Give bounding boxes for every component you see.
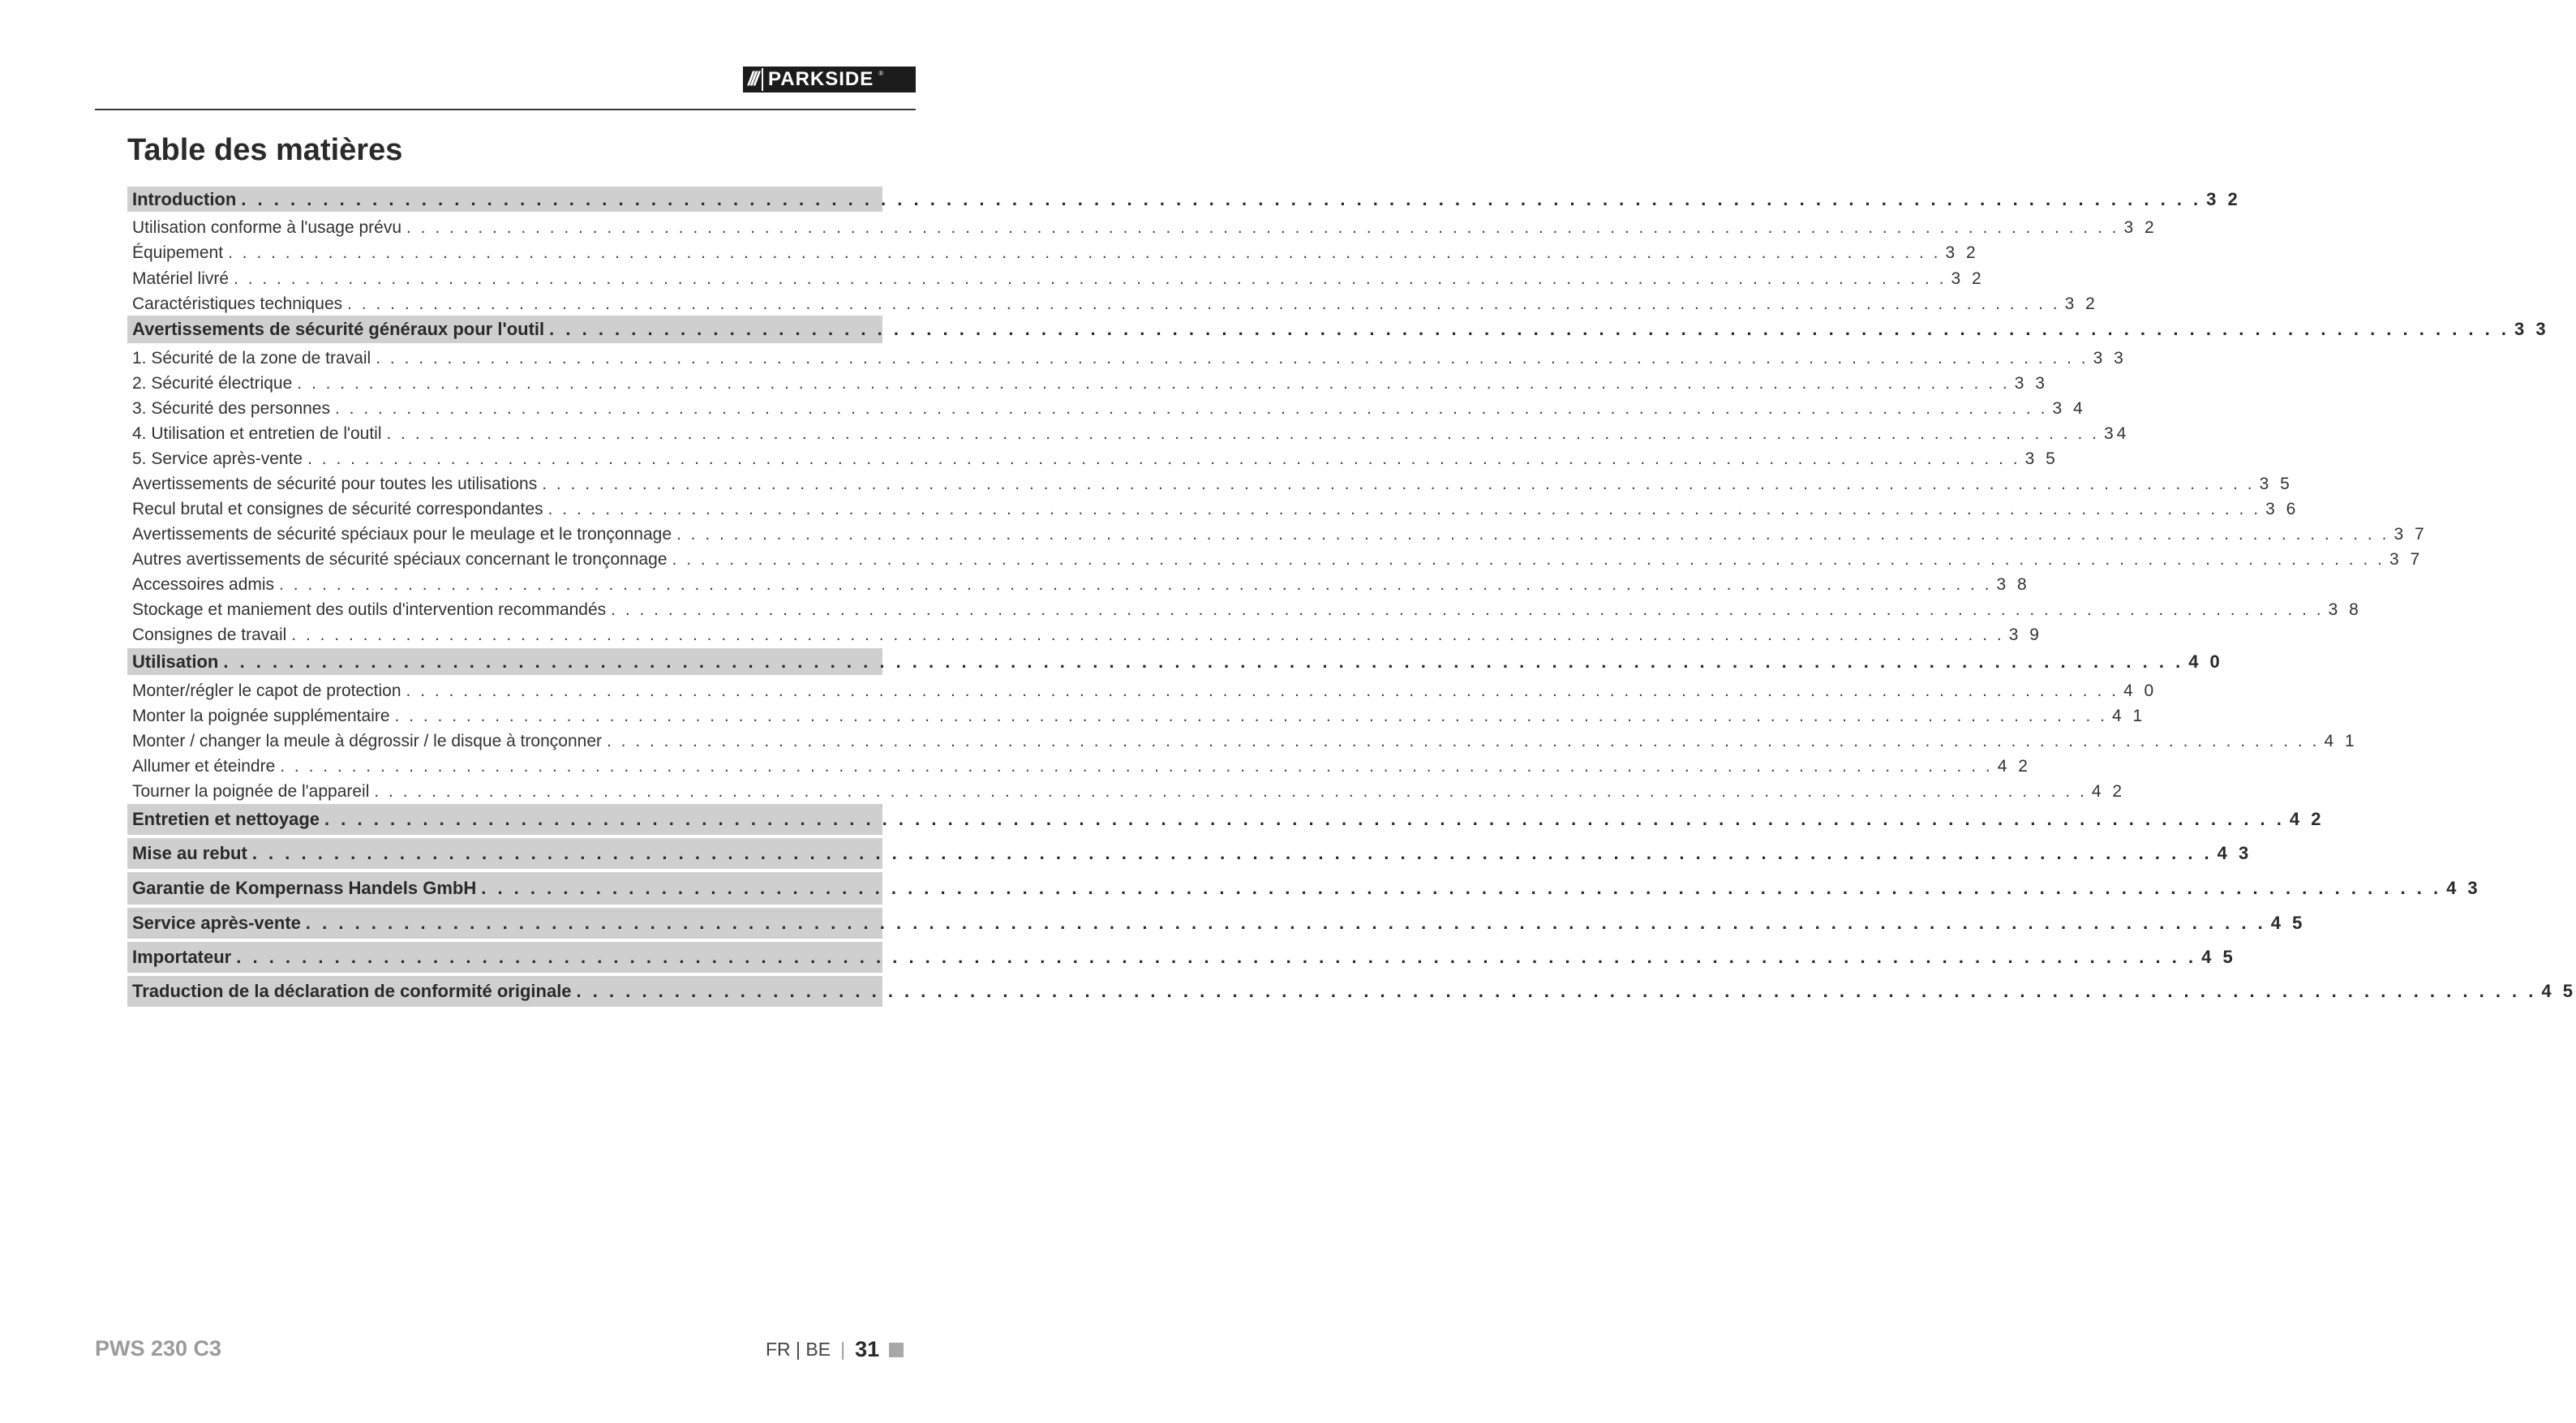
toc-entry [127,622,2042,648]
toc-leader-dots: . . . . . . . . . . . . . . . . . . . . . . . . . . . . . . . . . . . . . . . . . . . . . . . . . . . . . . . . . . . . . . . . . . . . . . . . . . . . . . . . . . . . . . . . . . . . . . . . . . . . . . . . . . . . . . . . . . . . . . . . [547,500,2261,518]
toc-entry [127,421,2130,446]
toc-entry-label: Avertissements de sécurité pour toutes les utilisations [132,475,538,493]
toc-entry-label: Monter / changer la meule à dégrossir / le disque à tronçonner [132,732,602,750]
footer-model-number: PWS 230 C3 [95,1336,222,1361]
toc-entry [127,396,2086,421]
toc-leader-dots: . . . . . . . . . . . . . . . . . . . . . . . . . . . . . . . . . . . . . . . . . . . . . . . . . . . . . . . . . . . . . . . . . . . . . . . . . . . . . . . . . . . . . . . . . . . . . . . . . . . . . . . . . . . . . . . . . . . . . . . . [386,424,2099,443]
toc-entry-label: 2. Sécurité électrique [132,374,293,393]
toc-entry [127,446,2059,471]
toc-page-number: 3 7 [2389,550,2424,569]
toc-leader-dots: . . . . . . . . . . . . . . . . . . . . . . . . . . . . . . . . . . . . . . . . . . . . . . . . . . . . . . . . . . . . . . . . . . . . . . . . . . . . . . . . . . . . . . . . . . . . . . . . . . . . . . . . . . . . . . . . . . . . . . . . [241,189,2202,209]
toc-leader-dots: . . . . . . . . . . . . . . . . . . . . . . . . . . . . . . . . . . . . . . . . . . . . . . . . . . . . . . . . . . . . . . . . . . . . . . . . . . . . . . . . . . . . . . . . . . . . . . . . . . . . . . . . . . . . . . . . . . . . . . . . [334,399,2048,418]
logo-registered-mark: ® [878,70,884,77]
toc-entry-label: 1. Sécurité de la zone de travail [132,349,371,368]
toc-entry [127,240,1979,266]
toc-section-heading [127,872,2481,908]
toc-page-number: 4 1 [2112,707,2146,725]
toc-page-number: 4 5 [2270,913,2306,933]
toc-entry-label: Matériel livré [132,269,230,288]
toc-entry-label: Utilisation [132,651,219,672]
toc-page-number: 4 5 [2201,947,2236,967]
toc-entry-label: Recul brutal et consignes de sécurité correspondantes [132,500,543,518]
logo-slashes: /// [748,68,758,90]
header-rule [95,109,916,110]
toc-page-number: 3 6 [2265,500,2299,518]
toc-leader-dots: . . . . . . . . . . . . . . . . . . . . . . . . . . . . . . . . . . . . . . . . . . . . . . . . . . . . . . . . . . . . . . . . . . . . . . . . . . . . . . . . . . . . . . . . . . . . . . . . . . . . . . . . . . . . . . . . . . . . . . . . [542,475,2255,493]
table-of-contents [127,187,2576,1010]
toc-leader-dots: . . . . . . . . . . . . . . . . . . . . . . . . . . . . . . . . . . . . . . . . . . . . . . . . . . . . . . . . . . . . . . . . . . . . . . . . . . . . . . . . . . . . . . . . . . . . . . . . . . . . . . . . . . . . . . . . . . . . . . . . [324,809,2285,829]
toc-leader-dots: . . . . . . . . . . . . . . . . . . . . . . . . . . . . . . . . . . . . . . . . . . . . . . . . . . . . . . . . . . . . . . . . . . . . . . . . . . . . . . . . . . . . . . . . . . . . . . . . . . . . . . . . . . . . . . . . . . . . . . . . [251,843,2213,863]
toc-section-heading [127,316,2549,346]
toc-leader-dots: . . . . . . . . . . . . . . . . . . . . . . . . . . . . . . . . . . . . . . . . . . . . . . . . . . . . . . . . . . . . . . . . . . . . . . . . . . . . . . . . . . . . . . . . . . . . . . . . . . . . . . . . . . . . . . . . . . . . . . . . [374,782,2087,801]
parkside-logo [743,67,916,92]
toc-entry-label: 4. Utilisation et entretien de l'outil [132,424,382,443]
toc-section-heading [127,942,2236,976]
toc-entry-label: Mise au rebut [132,843,247,863]
toc-entry-label: Monter/régler le capot de protection [132,681,401,700]
toc-entry [127,266,1985,292]
toc-leader-dots: . . . . . . . . . . . . . . . . . . . . . . . . . . . . . . . . . . . . . . . . . . . . . . . . . . . . . . . . . . . . . . . . . . . . . . . . . . . . . . . . . . . . . . . . . . . . . . . . . . . . . . . . . . . . . . . . . . . . . . . . [394,707,2107,725]
toc-leader-dots: . . . . . . . . . . . . . . . . . . . . . . . . . . . . . . . . . . . . . . . . . . . . . . . . . . . . . . . . . . . . . . . . . . . . . . . . . . . . . . . . . . . . . . . . . . . . . . . . . . . . . . . . . . . . . . . . . . . . . . . . [347,294,2060,313]
toc-section-heading [127,187,2241,215]
toc-entry [127,522,2428,547]
toc-entry-label: Allumer et éteindre [132,757,276,776]
toc-page-number: 3 3 [2514,319,2549,339]
toc-entry-label: Service après-vente [132,913,301,933]
toc-page-number: 4 2 [2289,809,2325,829]
toc-leader-dots: . . . . . . . . . . . . . . . . . . . . . . . . . . . . . . . . . . . . . . . . . . . . . . . . . . . . . . . . . . . . . . . . . . . . . . . . . . . . . . . . . . . . . . . . . . . . . . . . . . . . . . . . . . . . . . . . . . . . . . . . [223,651,2184,672]
toc-entry-label: Avertissements de sécurité spéciaux pour le meulage et le tronçonnage [132,525,672,544]
toc-section-heading [127,976,2576,1010]
toc-leader-dots: . . . . . . . . . . . . . . . . . . . . . . . . . . . . . . . . . . . . . . . . . . . . . . . . . . . . . . . . . . . . . . . . . . . . . . . . . . . . . . . . . . . . . . . . . . . . . . . . . . . . . . . . . . . . . . . . . . . . . . . . [676,525,2389,544]
toc-entry-label: 3. Sécurité des personnes [132,399,330,418]
toc-entry [127,779,2126,804]
toc-entry [127,497,2299,522]
toc-entry-label: 5. Service après-vente [132,449,303,468]
toc-page-number: 4 1 [2324,732,2358,750]
toc-entry-label: Traduction de la déclaration de conformité originale [132,981,572,1001]
toc-entry [127,547,2424,572]
footer-page-number: 31 [855,1337,880,1361]
toc-leader-dots: . . . . . . . . . . . . . . . . . . . . . . . . . . . . . . . . . . . . . . . . . . . . . . . . . . . . . . . . . . . . . . . . . . . . . . . . . . . . . . . . . . . . . . . . . . . . . . . . . . . . . . . . . . . . . . . . . . . . . . . . [611,600,2324,619]
page-title: Table des matières [127,133,403,167]
toc-section-heading [127,908,2306,942]
toc-page-number: 4 2 [2091,782,2126,801]
toc-page-number: 4 0 [2123,681,2157,700]
toc-page-number: 3 9 [2008,626,2042,644]
toc-leader-dots: . . . . . . . . . . . . . . . . . . . . . . . . . . . . . . . . . . . . . . . . . . . . . . . . . . . . . . . . . . . . . . . . . . . . . . . . . . . . . . . . . . . . . . . . . . . . . . . . . . . . . . . . . . . . . . . . . . . . . . . . [576,981,2537,1001]
logo-wordmark: PARKSIDE [762,68,878,91]
toc-page-number: 4 2 [1997,757,2031,776]
toc-leader-dots: . . . . . . . . . . . . . . . . . . . . . . . . . . . . . . . . . . . . . . . . . . . . . . . . . . . . . . . . . . . . . . . . . . . . . . . . . . . . . . . . . . . . . . . . . . . . . . . . . . . . . . . . . . . . . . . . . . . . . . . . [234,269,1947,288]
footer-separator: | [840,1339,846,1360]
toc-leader-dots: . . . . . . . . . . . . . . . . . . . . . . . . . . . . . . . . . . . . . . . . . . . . . . . . . . . . . . . . . . . . . . . . . . . . . . . . . . . . . . . . . . . . . . . . . . . . . . . . . . . . . . . . . . . . . . . . . . . . . . . . [297,374,2010,393]
toc-page-number: 3 3 [2014,374,2048,393]
toc-leader-dots: . . . . . . . . . . . . . . . . . . . . . . . . . . . . . . . . . . . . . . . . . . . . . . . . . . . . . . . . . . . . . . . . . . . . . . . . . . . . . . . . . . . . . . . . . . . . . . . . . . . . . . . . . . . . . . . . . . . . . . . . [280,757,1993,776]
toc-page-number: 3 2 [2123,218,2157,237]
toc-page-number: 3 7 [2394,525,2428,544]
toc-page-number: 3 8 [2328,600,2362,619]
toc-leader-dots: . . . . . . . . . . . . . . . . . . . . . . . . . . . . . . . . . . . . . . . . . . . . . . . . . . . . . . . . . . . . . . . . . . . . . . . . . . . . . . . . . . . . . . . . . . . . . . . . . . . . . . . . . . . . . . . . . . . . . . . . [406,218,2119,237]
toc-page-number: 3 5 [2259,475,2293,493]
toc-page-number: 3 2 [2064,294,2098,313]
toc-entry-label: Garantie de Kompernass Handels GmbH [132,878,477,898]
toc-leader-dots: . . . . . . . . . . . . . . . . . . . . . . . . . . . . . . . . . . . . . . . . . . . . . . . . . . . . . . . . . . . . . . . . . . . . . . . . . . . . . . . . . . . . . . . . . . . . . . . . . . . . . . . . . . . . . . . . . . . . . . . . [228,243,1941,262]
footer-page-info [766,1337,904,1362]
toc-leader-dots: . . . . . . . . . . . . . . . . . . . . . . . . . . . . . . . . . . . . . . . . . . . . . . . . . . . . . . . . . . . . . . . . . . . . . . . . . . . . . . . . . . . . . . . . . . . . . . . . . . . . . . . . . . . . . . . . . . . . . . . . [376,349,2089,368]
toc-leader-dots: . . . . . . . . . . . . . . . . . . . . . . . . . . . . . . . . . . . . . . . . . . . . . . . . . . . . . . . . . . . . . . . . . . . . . . . . . . . . . . . . . . . . . . . . . . . . . . . . . . . . . . . . . . . . . . . . . . . . . . . . [406,681,2119,700]
toc-entry-label: Autres avertissements de sécurité spéciaux concernant le tronçonnage [132,550,668,569]
toc-leader-dots: . . . . . . . . . . . . . . . . . . . . . . . . . . . . . . . . . . . . . . . . . . . . . . . . . . . . . . . . . . . . . . . . . . . . . . . . . . . . . . . . . . . . . . . . . . . . . . . . . . . . . . . . . . . . . . . . . . . . . . . . [279,575,1992,594]
toc-page-number: 3 8 [1996,575,2030,594]
toc-entry [127,754,2031,779]
toc-entry-label: Utilisation conforme à l'usage prévu [132,218,402,237]
toc-entry [127,572,2030,597]
toc-leader-dots: . . . . . . . . . . . . . . . . . . . . . . . . . . . . . . . . . . . . . . . . . . . . . . . . . . . . . . . . . . . . . . . . . . . . . . . . . . . . . . . . . . . . . . . . . . . . . . . . . . . . . . . . . . . . . . . . . . . . . . . . [307,449,2020,468]
footer-language: FR | BE [766,1339,831,1360]
toc-entry-label: Monter la poignée supplémentaire [132,707,390,725]
toc-page-number: 4 0 [2188,651,2223,672]
toc-entry [127,346,2127,371]
toc-leader-dots: . . . . . . . . . . . . . . . . . . . . . . . . . . . . . . . . . . . . . . . . . . . . . . . . . . . . . . . . . . . . . . . . . . . . . . . . . . . . . . . . . . . . . . . . . . . . . . . . . . . . . . . . . . . . . . . . . . . . . . . . [549,319,2509,339]
toc-page-number: 3 2 [2206,189,2241,209]
toc-entry-label: Accessoires admis [132,575,275,594]
toc-entry-label: Tourner la poignée de l'appareil [132,782,370,801]
toc-page-number: 3 5 [2024,449,2059,468]
toc-leader-dots: . . . . . . . . . . . . . . . . . . . . . . . . . . . . . . . . . . . . . . . . . . . . . . . . . . . . . . . . . . . . . . . . . . . . . . . . . . . . . . . . . . . . . . . . . . . . . . . . . . . . . . . . . . . . . . . . . . . . . . . . [672,550,2385,569]
toc-entry [127,597,2362,622]
toc-entry [127,729,2358,754]
toc-page-number: 3 2 [1945,243,1979,262]
toc-entry-label: Équipement [132,243,224,262]
toc-section-heading [127,648,2223,678]
toc-entry-label: Importateur [132,947,232,967]
toc-leader-dots: . . . . . . . . . . . . . . . . . . . . . . . . . . . . . . . . . . . . . . . . . . . . . . . . . . . . . . . . . . . . . . . . . . . . . . . . . . . . . . . . . . . . . . . . . . . . . . . . . . . . . . . . . . . . . . . . . . . . . . . . [607,732,2320,750]
toc-entry-label: Stockage et maniement des outils d'intervention recommandés [132,600,607,619]
toc-entry [127,215,2157,240]
toc-page-number: 4 3 [2217,843,2252,863]
toc-leader-dots: . . . . . . . . . . . . . . . . . . . . . . . . . . . . . . . . . . . . . . . . . . . . . . . . . . . . . . . . . . . . . . . . . . . . . . . . . . . . . . . . . . . . . . . . . . . . . . . . . . . . . . . . . . . . . . . . . . . . . . . . [236,947,2197,967]
toc-leader-dots: . . . . . . . . . . . . . . . . . . . . . . . . . . . . . . . . . . . . . . . . . . . . . . . . . . . . . . . . . . . . . . . . . . . . . . . . . . . . . . . . . . . . . . . . . . . . . . . . . . . . . . . . . . . . . . . . . . . . . . . . [481,878,2442,898]
footer-square-marker [889,1343,904,1357]
toc-page-number: 34 [2103,424,2130,443]
toc-page-number: 3 4 [2052,399,2086,418]
toc-entry-label: Consignes de travail [132,626,287,644]
toc-entry [127,703,2146,729]
toc-entry-label: Caractéristiques techniques [132,294,343,313]
toc-entry [127,678,2157,703]
toc-entry-label: Introduction [132,189,237,209]
toc-page-number: 4 3 [2446,878,2481,898]
toc-page-number: 3 3 [2093,349,2127,368]
toc-section-heading [127,838,2252,872]
toc-page-number: 3 2 [1951,269,1985,288]
toc-leader-dots: . . . . . . . . . . . . . . . . . . . . . . . . . . . . . . . . . . . . . . . . . . . . . . . . . . . . . . . . . . . . . . . . . . . . . . . . . . . . . . . . . . . . . . . . . . . . . . . . . . . . . . . . . . . . . . . . . . . . . . . . [305,913,2266,933]
toc-entry-label: Entretien et nettoyage [132,809,320,829]
toc-entry [127,471,2293,497]
toc-page-number: 4 5 [2541,981,2576,1001]
toc-leader-dots: . . . . . . . . . . . . . . . . . . . . . . . . . . . . . . . . . . . . . . . . . . . . . . . . . . . . . . . . . . . . . . . . . . . . . . . . . . . . . . . . . . . . . . . . . . . . . . . . . . . . . . . . . . . . . . . . . . . . . . . . [291,626,2004,644]
toc-section-heading [127,804,2325,838]
toc-entry [127,371,2048,396]
toc-entry [127,292,2098,316]
toc-entry-label: Avertissements de sécurité généraux pour l'outil [132,319,545,339]
